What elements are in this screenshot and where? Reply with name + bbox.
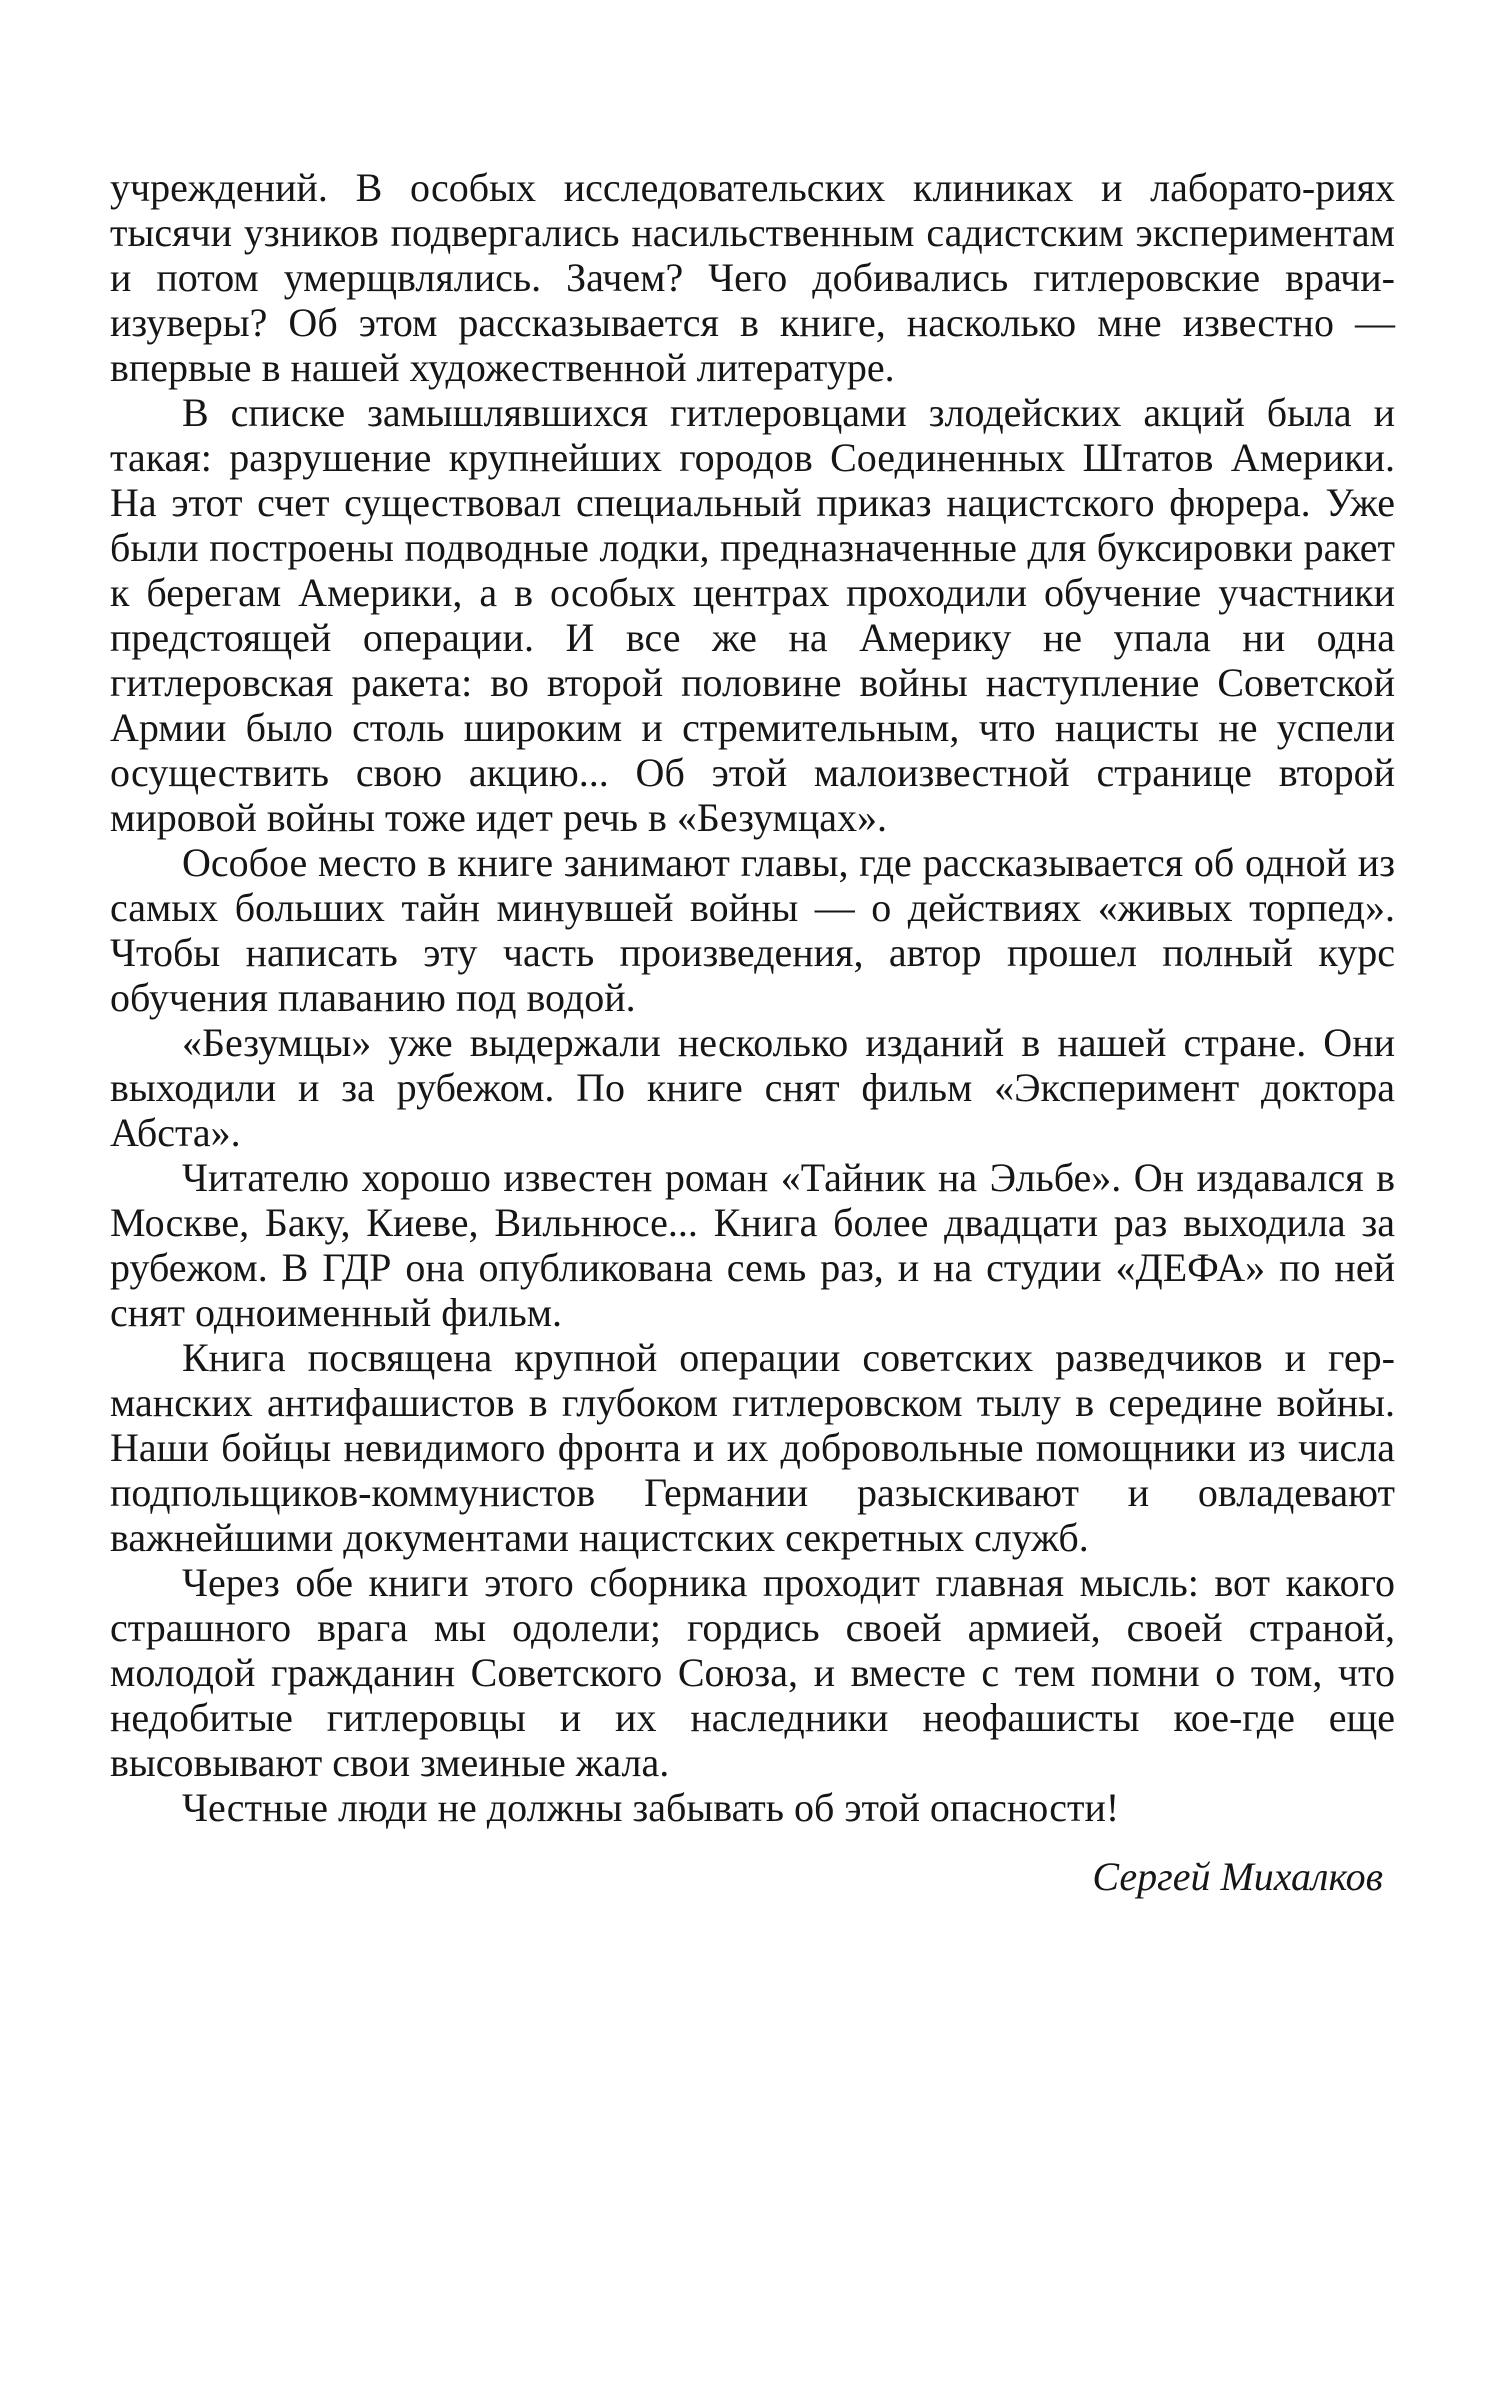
paragraph-4: «Безумцы» уже выдержали несколько изданий в нашей стране. Они выходили и за рубежом. По книге снят фильм «Эксперимент доктора Абста». — [110, 1020, 1395, 1155]
author-signature: Сергей Михалков — [1092, 1854, 1383, 1899]
paragraph-2: В списке замышлявшихся гитлеровцами злодейских акций была и такая: разрушение крупнейших городов Соединенных Штатов Америки. На этот счет существовал специальный приказ нацистского фюрера. Уже были построены подводные лодки, предназначенные для буксировки ракет к берегам Америки, а в особых центрах проходили обучение участники предстоящей операции. И все же на Америку не упала ни одна гитлеровская ракета: во второй половине войны наступление Советской Армии было столь широким и стремительным, что нацисты не успели осуществить свою акцию... Об этой малоизвестной странице второй мировой войны тоже идет речь в «Безумцах». — [110, 390, 1395, 840]
paragraph-3: Особое место в книге занимают главы, где рассказывается об одной из самых больших тайн минувшей войны — о действиях «живых торпед». Чтобы написать эту часть произведения, автор прошел полный курс обучения плаванию под водой. — [110, 840, 1395, 1020]
document-page — [110, 165, 1395, 1899]
paragraph-7: Через обе книги этого сборника проходит главная мысль: вот какого страшного врага мы одолели; гордись своей армией, своей страной, молодой гражданин Советского Союза, и вместе с тем помни о том, что недобитые гитлеровцы и их наследники неофашисты кое-где еще высовывают свои змеиные жала. — [110, 1560, 1395, 1785]
paragraph-1: учреждений. В особых исследовательских клиниках и лаборато-риях тысячи узников подвергались насильственным садистским экспериментам и потом умерщвлялись. Зачем? Чего добивались гитлеровские врачи-изуверы? Об этом рассказывается в книге, насколько мне известно — впервые в нашей художественной литературе. — [110, 165, 1395, 390]
paragraph-5: Читателю хорошо известен роман «Тайник на Эльбе». Он издавался в Москве, Баку, Киеве, Вильнюсе... Книга более двадцати раз выходила за рубежом. В ГДР она опубликована семь раз, и на студии «ДЕФА» по ней снят одноименный фильм. — [110, 1155, 1395, 1335]
paragraph-6: Книга посвящена крупной операции советских разведчиков и германских антифашистов в глубоком гитлеровском тылу в середине войны. Наши бойцы невидимого фронта и их добровольные помощники из числа подпольщиков-коммунистов Германии разыскивают и овладевают важнейшими документами нацистских секретных служб. — [110, 1335, 1395, 1560]
paragraph-8: Честные люди не должны забывать об этой опасности! — [182, 1785, 1120, 1830]
